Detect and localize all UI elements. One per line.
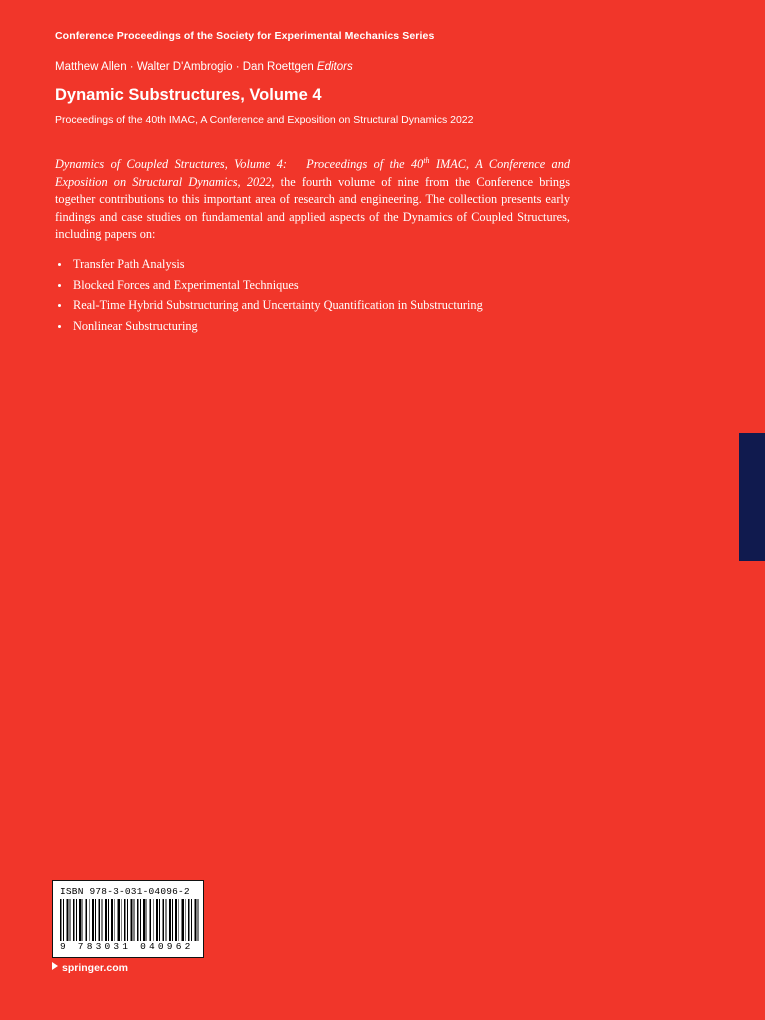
series-title: Conference Proceedings of the Society for Experimental Mechanics Series bbox=[55, 30, 435, 42]
list-item: Transfer Path Analysis bbox=[55, 258, 575, 270]
list-item: Real-Time Hybrid Substructuring and Uncertainty Quantification in Substructuring bbox=[55, 299, 575, 311]
editor-names: Matthew Allen · Walter D'Ambrogio · Dan Roettgen bbox=[55, 60, 314, 73]
list-item: Blocked Forces and Experimental Techniques bbox=[55, 279, 575, 291]
isbn-barcode bbox=[52, 880, 204, 958]
play-triangle-icon bbox=[52, 962, 58, 970]
barcode-digits: 9 783031 040962 bbox=[60, 941, 194, 952]
blurb-italic-proceedings: Proceedings of the 40th IMAC, A Conference and Exposition on Structural Dynamics, 2022, bbox=[55, 156, 570, 189]
blurb-italic-title: Dynamics of Coupled Structures, Volume 4: bbox=[55, 157, 288, 172]
publisher-logo[interactable] bbox=[52, 962, 128, 974]
topics-list bbox=[55, 258, 575, 333]
book-subtitle: Proceedings of the 40th IMAC, A Conference and Exposition on Structural Dynamics 2022 bbox=[55, 114, 474, 127]
spine-accent-block bbox=[739, 433, 765, 561]
barcode-bars bbox=[60, 899, 200, 941]
publisher-label: springer.com bbox=[62, 962, 128, 974]
blurb-body: the fourth volume of nine from the Conference brings together contributions to this important area of research and engineering. The collection presents early findings and case studies on fundamental and applied aspects of the Dynamics of Coupled Structures, including papers on: bbox=[55, 174, 570, 242]
cover-content bbox=[55, 30, 575, 341]
blurb-ordinal-suffix: th bbox=[423, 156, 430, 166]
editors-label: Editors bbox=[316, 60, 353, 73]
list-item: Nonlinear Substructuring bbox=[55, 320, 575, 332]
editors-line bbox=[55, 60, 575, 75]
page-title: Dynamic Substructures, Volume 4 bbox=[55, 85, 322, 104]
blurb-paragraph bbox=[55, 155, 570, 243]
spine-divider-line bbox=[739, 563, 765, 565]
isbn-label: ISBN 978-3-031-04096-2 bbox=[60, 886, 190, 897]
